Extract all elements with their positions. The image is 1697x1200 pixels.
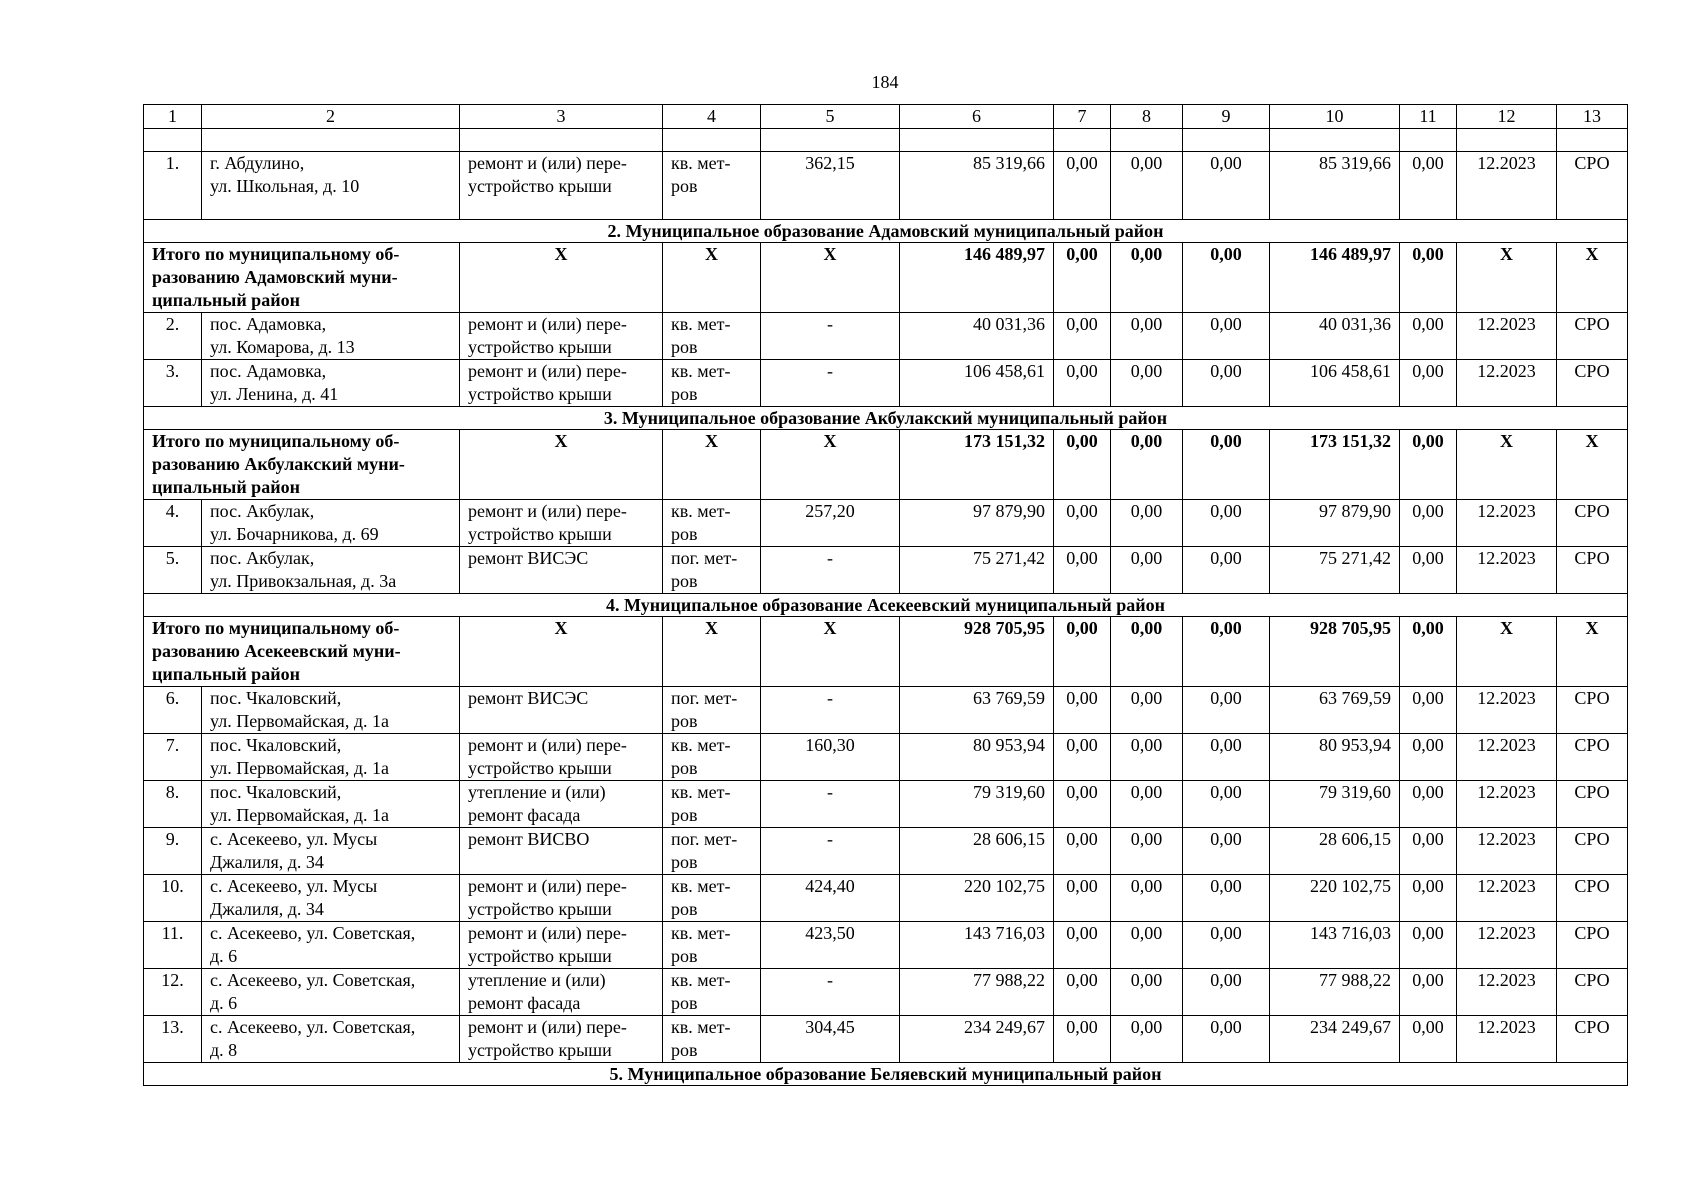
subtotal-fund: 173 151,32 [1270,430,1400,500]
value-cell: 0,00 [1054,969,1111,1016]
empty-cell [460,129,663,152]
address-cell [202,313,460,360]
completion-date: 12.2023 [1457,152,1557,220]
address-line: пос. Адамовка, [210,314,327,334]
address-line: ул. Комарова, д. 13 [210,337,355,357]
row-number: 3. [144,360,202,407]
subtotal-cost: 146 489,97 [900,243,1054,313]
address-line: с. Асекеево, ул. Советская, [210,923,416,943]
address-line: пос. Чкаловский, [210,688,342,708]
table-row [144,922,1628,969]
fund-cost: 80 953,94 [1270,734,1400,781]
value-cell: 0,00 [1111,969,1183,1016]
value-cell: 0,00 [1111,547,1183,594]
empty-cell [663,129,761,152]
value-cell: 0,00 [1400,500,1457,547]
column-number: 6 [900,105,1054,129]
value-cell: 0,00 [1400,922,1457,969]
address-line: Джалиля, д. 34 [210,852,324,872]
row-number: 13. [144,1016,202,1063]
value-cell: 0,00 [1183,687,1270,734]
value-cell: 0,00 [1183,734,1270,781]
fund-cost: 85 319,66 [1270,152,1400,220]
row-number: 5. [144,547,202,594]
empty-cell [144,129,202,152]
quantity: 362,15 [761,152,900,220]
completion-date: 12.2023 [1457,828,1557,875]
completion-date: 12.2023 [1457,360,1557,407]
quantity: - [761,687,900,734]
address-cell [202,828,460,875]
empty-cell [1400,129,1457,152]
cost-total: 97 879,90 [900,500,1054,547]
table-row [144,734,1628,781]
cost-total: 106 458,61 [900,360,1054,407]
quantity: - [761,828,900,875]
value-cell: 0,00 [1400,313,1457,360]
row-number: 11. [144,922,202,969]
completion-date: 12.2023 [1457,313,1557,360]
completion-date: 12.2023 [1457,1016,1557,1063]
value-cell: 0,00 [1400,969,1457,1016]
value-cell: 0,00 [1111,875,1183,922]
column-number: 12 [1457,105,1557,129]
table-row [144,547,1628,594]
value-cell: 0,00 [1400,734,1457,781]
method: СРО [1557,875,1628,922]
row-number: 12. [144,969,202,1016]
value-cell: 0,00 [1054,828,1111,875]
table-row [144,875,1628,922]
address-cell [202,734,460,781]
fund-cost: 234 249,67 [1270,1016,1400,1063]
repair-plan-table [143,104,1628,1086]
address-cell [202,687,460,734]
quantity: - [761,313,900,360]
unit: пог. мет-ров [663,547,761,594]
row-number: 10. [144,875,202,922]
work-type: ремонт и (или) пере-устройство крыши [460,734,663,781]
cost-total: 63 769,59 [900,687,1054,734]
method: СРО [1557,313,1628,360]
x-mark: X [663,430,761,500]
section-title: 2. Муниципальное образование Адамовский муниципальный район [144,220,1628,243]
work-type: ремонт и (или) пере-устройство крыши [460,313,663,360]
table-row [144,828,1628,875]
value-cell: 0,00 [1111,243,1183,313]
value-cell: 0,00 [1183,360,1270,407]
work-type: ремонт ВИСЭС [460,547,663,594]
blank-row [144,129,1628,152]
address-cell [202,1016,460,1063]
address-cell [202,969,460,1016]
x-mark: X [761,243,900,313]
value-cell: 0,00 [1183,547,1270,594]
column-number: 10 [1270,105,1400,129]
section-title: 5. Муниципальное образование Беляевский муниципальный район [144,1063,1628,1086]
fund-cost: 77 988,22 [1270,969,1400,1016]
method: СРО [1557,360,1628,407]
work-type: ремонт и (или) пере-устройство крыши [460,152,663,220]
x-mark: X [1557,430,1628,500]
quantity: - [761,969,900,1016]
subtotal-row [144,243,1628,313]
address-cell [202,360,460,407]
address-line: с. Асекеево, ул. Мусы [210,829,378,849]
column-number: 8 [1111,105,1183,129]
value-cell: 0,00 [1111,430,1183,500]
address-line: ул. Привокзальная, д. 3а [210,571,397,591]
cost-total: 79 319,60 [900,781,1054,828]
value-cell: 0,00 [1054,500,1111,547]
cost-total: 220 102,75 [900,875,1054,922]
address-line: пос. Акбулак, [210,501,315,521]
cost-total: 143 716,03 [900,922,1054,969]
fund-cost: 143 716,03 [1270,922,1400,969]
quantity: - [761,547,900,594]
value-cell: 0,00 [1400,243,1457,313]
empty-cell [900,129,1054,152]
subtotal-row [144,617,1628,687]
value-cell: 0,00 [1183,922,1270,969]
value-cell: 0,00 [1054,152,1111,220]
value-cell: 0,00 [1111,500,1183,547]
method: СРО [1557,152,1628,220]
completion-date: 12.2023 [1457,734,1557,781]
unit: кв. мет-ров [663,875,761,922]
x-mark: X [663,617,761,687]
value-cell: 0,00 [1183,430,1270,500]
section-title: 3. Муниципальное образование Акбулакский муниципальный район [144,407,1628,430]
value-cell: 0,00 [1400,360,1457,407]
fund-cost: 97 879,90 [1270,500,1400,547]
empty-cell [1457,129,1557,152]
unit: кв. мет-ров [663,734,761,781]
x-mark: X [1457,430,1557,500]
address-cell [202,922,460,969]
empty-cell [1557,129,1628,152]
value-cell: 0,00 [1400,547,1457,594]
completion-date: 12.2023 [1457,687,1557,734]
fund-cost: 63 769,59 [1270,687,1400,734]
cost-total: 80 953,94 [900,734,1054,781]
value-cell: 0,00 [1054,243,1111,313]
value-cell: 0,00 [1054,687,1111,734]
method: СРО [1557,547,1628,594]
value-cell: 0,00 [1400,1016,1457,1063]
empty-cell [1183,129,1270,152]
fund-cost: 40 031,36 [1270,313,1400,360]
quantity: 423,50 [761,922,900,969]
value-cell: 0,00 [1183,617,1270,687]
row-number: 9. [144,828,202,875]
subtotal-cost: 928 705,95 [900,617,1054,687]
value-cell: 0,00 [1111,828,1183,875]
completion-date: 12.2023 [1457,547,1557,594]
value-cell: 0,00 [1400,430,1457,500]
row-number: 4. [144,500,202,547]
method: СРО [1557,922,1628,969]
work-type: ремонт и (или) пере-устройство крыши [460,360,663,407]
value-cell: 0,00 [1054,1016,1111,1063]
value-cell: 0,00 [1111,313,1183,360]
method: СРО [1557,500,1628,547]
subtotal-label: Итого по муниципальному об-разованию Акбулакский муни-ципальный район [144,430,460,500]
address-cell [202,781,460,828]
row-number: 1. [144,152,202,220]
work-type: ремонт и (или) пере-устройство крыши [460,1016,663,1063]
address-line: г. Абдулино, [210,153,305,173]
x-mark: X [1557,243,1628,313]
value-cell: 0,00 [1111,152,1183,220]
row-number: 6. [144,687,202,734]
x-mark: X [460,617,663,687]
value-cell: 0,00 [1054,617,1111,687]
x-mark: X [1457,617,1557,687]
work-type: ремонт и (или) пере-устройство крыши [460,500,663,547]
value-cell: 0,00 [1183,781,1270,828]
completion-date: 12.2023 [1457,969,1557,1016]
value-cell: 0,00 [1111,687,1183,734]
completion-date: 12.2023 [1457,922,1557,969]
subtotal-row [144,430,1628,500]
completion-date: 12.2023 [1457,875,1557,922]
table-row [144,781,1628,828]
work-type: ремонт и (или) пере-устройство крыши [460,922,663,969]
value-cell: 0,00 [1183,243,1270,313]
section-heading-row [144,220,1628,243]
work-type: ремонт ВИСЭС [460,687,663,734]
section-heading-row [144,407,1628,430]
section-heading-row [144,1063,1628,1086]
method: СРО [1557,1016,1628,1063]
column-number: 9 [1183,105,1270,129]
address-line: ул. Первомайская, д. 1а [210,758,389,778]
work-type: ремонт ВИСВО [460,828,663,875]
cost-total: 234 249,67 [900,1016,1054,1063]
empty-cell [202,129,460,152]
x-mark: X [460,430,663,500]
x-mark: X [761,430,900,500]
work-type: утепление и (или) ремонт фасада [460,969,663,1016]
table-row [144,313,1628,360]
x-mark: X [1457,243,1557,313]
quantity: 424,40 [761,875,900,922]
subtotal-label: Итого по муниципальному об-разованию Асекеевский муни-ципальный район [144,617,460,687]
value-cell: 0,00 [1400,687,1457,734]
quantity: 304,45 [761,1016,900,1063]
value-cell: 0,00 [1054,430,1111,500]
cost-total: 75 271,42 [900,547,1054,594]
cost-total: 77 988,22 [900,969,1054,1016]
method: СРО [1557,687,1628,734]
column-number: 5 [761,105,900,129]
unit: кв. мет-ров [663,360,761,407]
fund-cost: 220 102,75 [1270,875,1400,922]
table-row [144,500,1628,547]
value-cell: 0,00 [1054,734,1111,781]
x-mark: X [761,617,900,687]
quantity: 160,30 [761,734,900,781]
value-cell: 0,00 [1054,547,1111,594]
value-cell: 0,00 [1400,152,1457,220]
value-cell: 0,00 [1111,734,1183,781]
column-number: 1 [144,105,202,129]
cost-total: 40 031,36 [900,313,1054,360]
unit: кв. мет-ров [663,152,761,220]
address-line: ул. Бочарникова, д. 69 [210,524,379,544]
column-number: 3 [460,105,663,129]
table-row [144,687,1628,734]
subtotal-fund: 928 705,95 [1270,617,1400,687]
value-cell: 0,00 [1054,875,1111,922]
method: СРО [1557,734,1628,781]
fund-cost: 75 271,42 [1270,547,1400,594]
address-line: пос. Адамовка, [210,361,327,381]
subtotal-fund: 146 489,97 [1270,243,1400,313]
section-title: 4. Муниципальное образование Асекеевский муниципальный район [144,594,1628,617]
page-number: 184 [871,72,899,92]
fund-cost: 106 458,61 [1270,360,1400,407]
value-cell: 0,00 [1111,781,1183,828]
value-cell: 0,00 [1111,922,1183,969]
value-cell: 0,00 [1054,313,1111,360]
value-cell: 0,00 [1054,922,1111,969]
address-line: с. Асекеево, ул. Мусы [210,876,378,896]
column-number-row [144,105,1628,129]
address-line: д. 8 [210,1040,238,1060]
address-cell [202,875,460,922]
subtotal-label: Итого по муниципальному об-разованию Адамовский муни-ципальный район [144,243,460,313]
table-row [144,969,1628,1016]
method: СРО [1557,781,1628,828]
completion-date: 12.2023 [1457,500,1557,547]
method: СРО [1557,969,1628,1016]
value-cell: 0,00 [1183,500,1270,547]
address-line: пос. Чкаловский, [210,735,342,755]
address-cell [202,500,460,547]
quantity: - [761,781,900,828]
subtotal-cost: 173 151,32 [900,430,1054,500]
value-cell: 0,00 [1111,1016,1183,1063]
unit: кв. мет-ров [663,922,761,969]
address-line: с. Асекеево, ул. Советская, [210,1017,416,1037]
column-number: 13 [1557,105,1628,129]
unit: кв. мет-ров [663,313,761,360]
unit: пог. мет-ров [663,828,761,875]
address-line: ул. Школьная, д. 10 [210,176,360,196]
address-line: пос. Акбулак, [210,548,315,568]
unit: кв. мет-ров [663,969,761,1016]
table-row [144,1016,1628,1063]
address-line: ул. Первомайская, д. 1а [210,711,389,731]
value-cell: 0,00 [1400,828,1457,875]
address-line: пос. Чкаловский, [210,782,342,802]
x-mark: X [460,243,663,313]
value-cell: 0,00 [1183,313,1270,360]
value-cell: 0,00 [1400,781,1457,828]
method: СРО [1557,828,1628,875]
fund-cost: 28 606,15 [1270,828,1400,875]
table-row [144,360,1628,407]
value-cell: 0,00 [1183,1016,1270,1063]
address-line: д. 6 [210,993,238,1013]
quantity: - [761,360,900,407]
work-type: ремонт и (или) пере-устройство крыши [460,875,663,922]
empty-cell [1111,129,1183,152]
column-number: 7 [1054,105,1111,129]
empty-cell [1054,129,1111,152]
value-cell: 0,00 [1400,875,1457,922]
address-line: Джалиля, д. 34 [210,899,324,919]
fund-cost: 79 319,60 [1270,781,1400,828]
x-mark: X [1557,617,1628,687]
quantity: 257,20 [761,500,900,547]
address-line: д. 6 [210,946,238,966]
value-cell: 0,00 [1054,360,1111,407]
table-row [144,152,1628,220]
column-number: 11 [1400,105,1457,129]
value-cell: 0,00 [1111,360,1183,407]
x-mark: X [663,243,761,313]
unit: кв. мет-ров [663,1016,761,1063]
value-cell: 0,00 [1183,875,1270,922]
value-cell: 0,00 [1111,617,1183,687]
unit: пог. мет-ров [663,687,761,734]
unit: кв. мет-ров [663,500,761,547]
cost-total: 28 606,15 [900,828,1054,875]
address-cell [202,547,460,594]
address-line: ул. Ленина, д. 41 [210,384,339,404]
address-cell [202,152,460,220]
address-line: ул. Первомайская, д. 1а [210,805,389,825]
row-number: 7. [144,734,202,781]
row-number: 2. [144,313,202,360]
value-cell: 0,00 [1400,617,1457,687]
address-line: с. Асекеево, ул. Советская, [210,970,416,990]
value-cell: 0,00 [1054,781,1111,828]
work-type: утепление и (или) ремонт фасада [460,781,663,828]
value-cell: 0,00 [1183,152,1270,220]
column-number: 4 [663,105,761,129]
completion-date: 12.2023 [1457,781,1557,828]
cost-total: 85 319,66 [900,152,1054,220]
section-heading-row [144,594,1628,617]
empty-cell [1270,129,1400,152]
row-number: 8. [144,781,202,828]
value-cell: 0,00 [1183,828,1270,875]
unit: кв. мет-ров [663,781,761,828]
value-cell: 0,00 [1183,969,1270,1016]
empty-cell [761,129,900,152]
column-number: 2 [202,105,460,129]
